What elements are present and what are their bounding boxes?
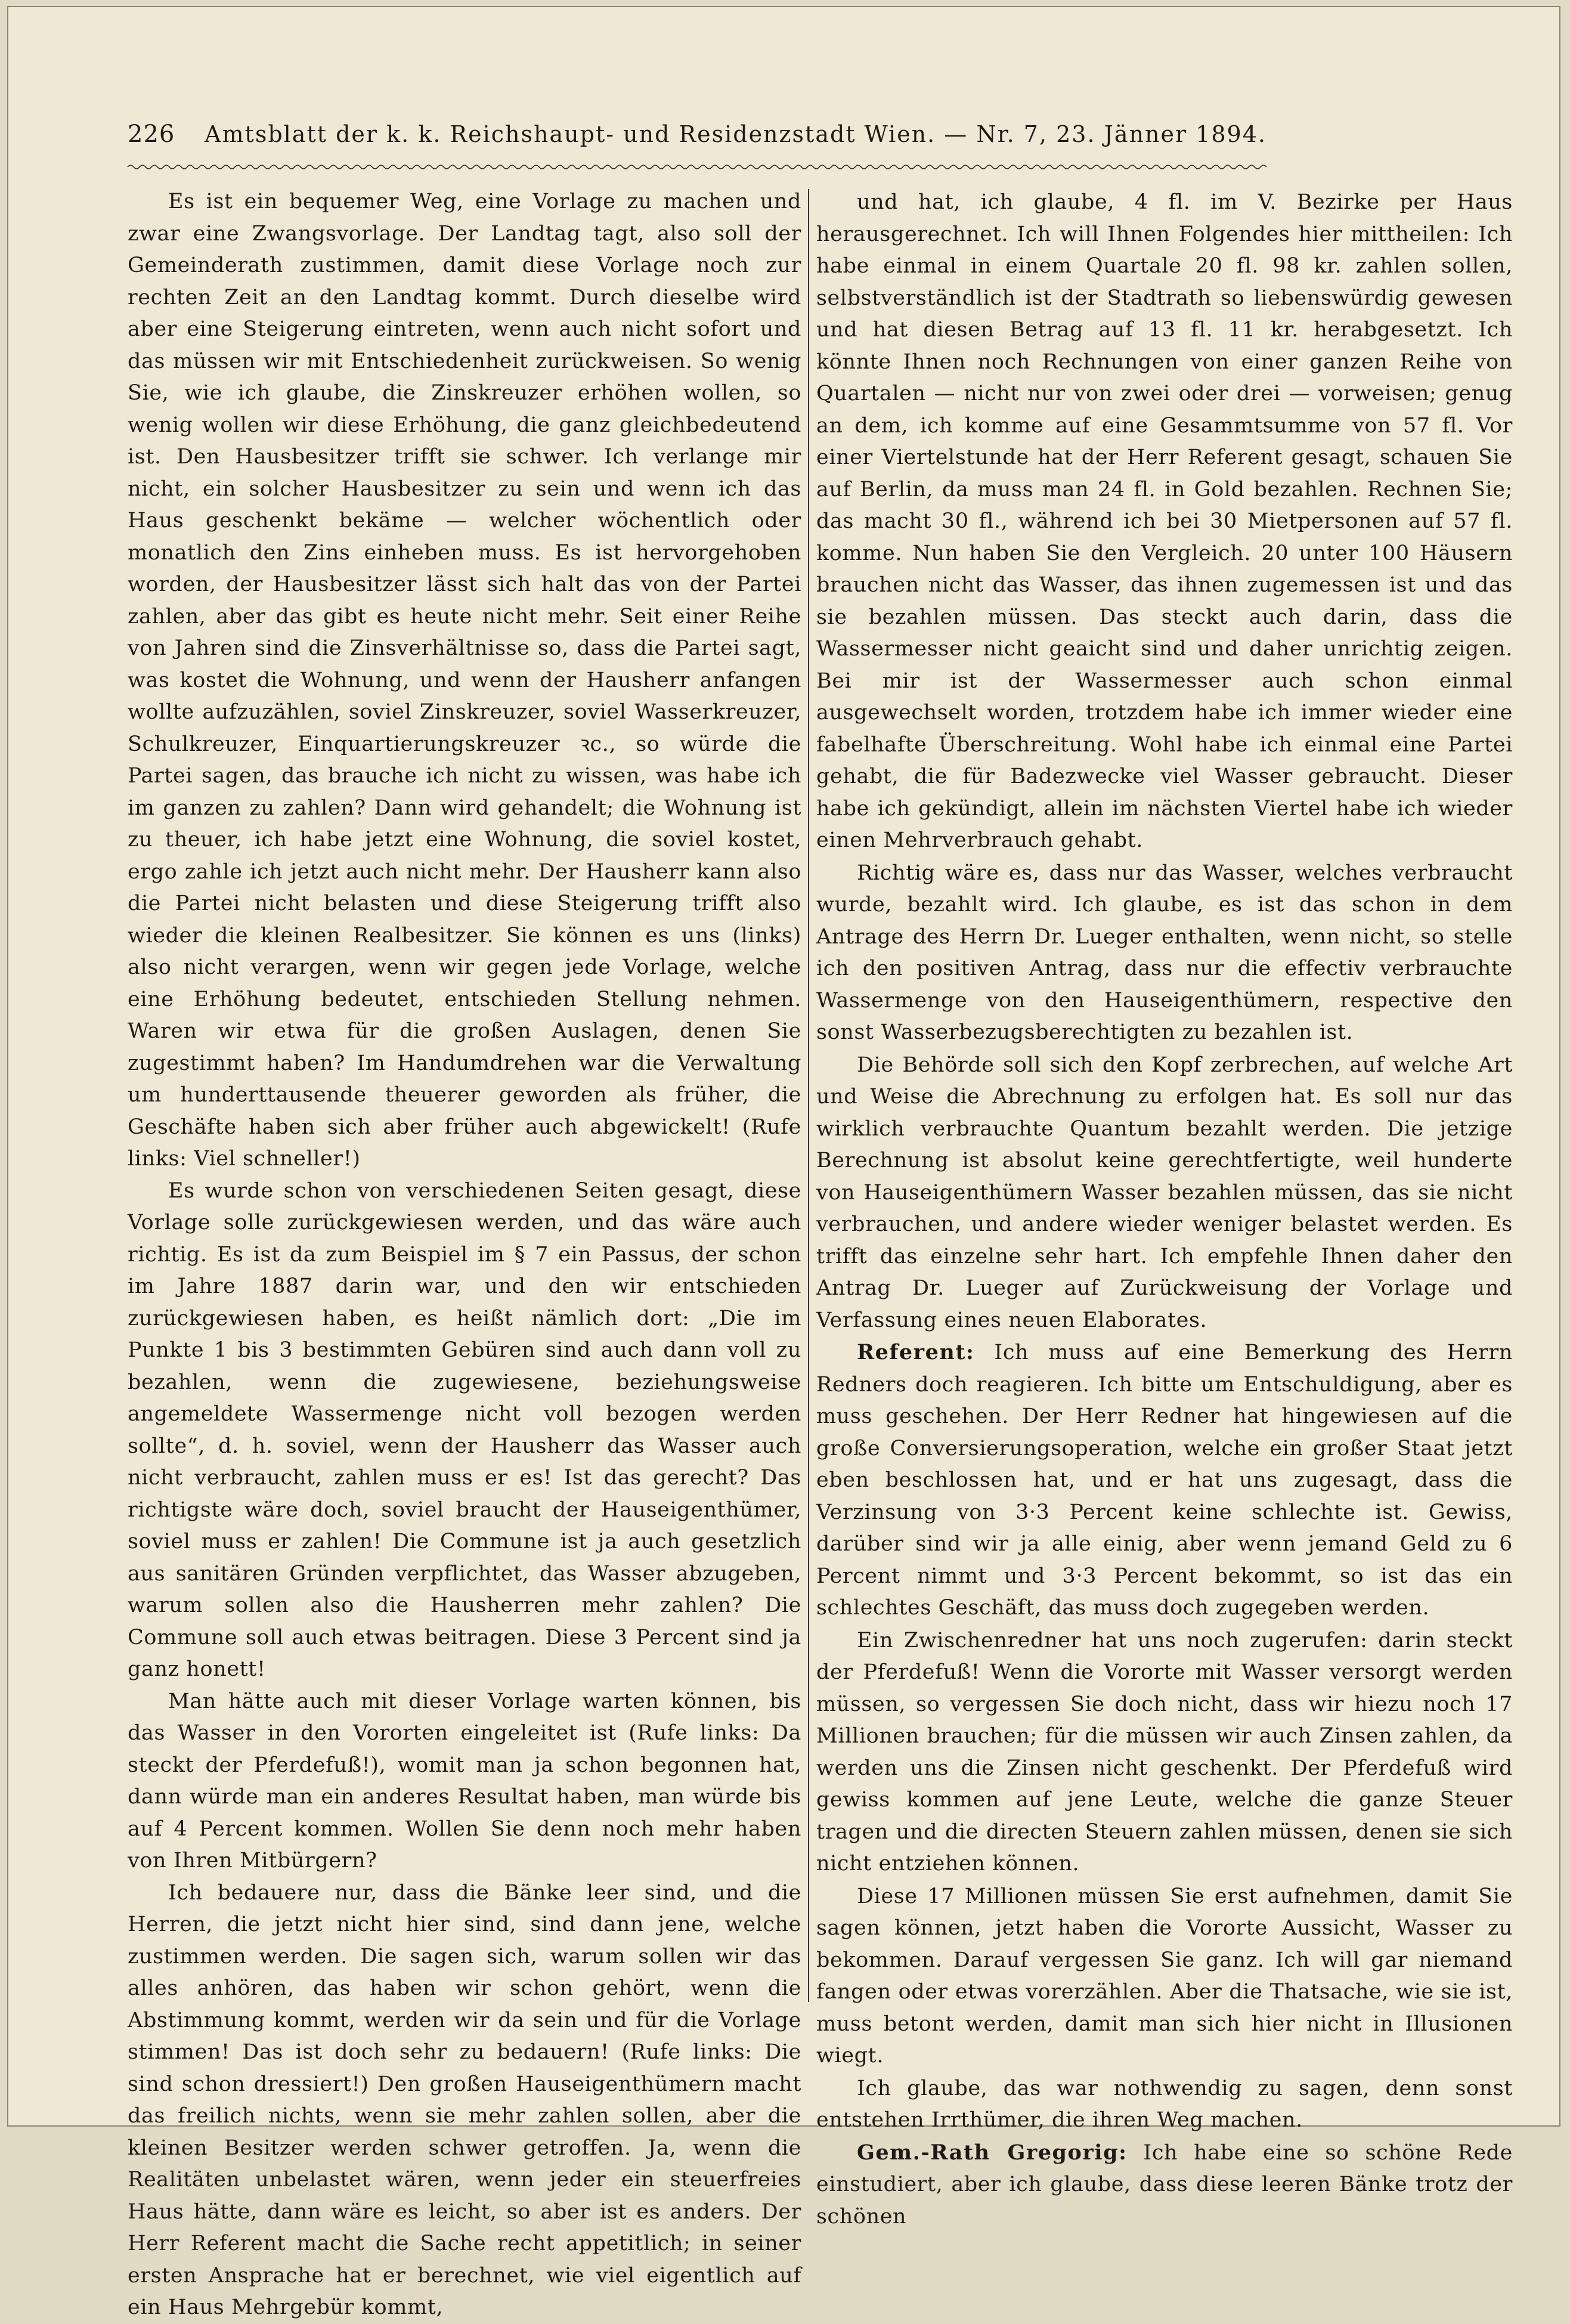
- column-divider: [808, 189, 809, 2002]
- page-header: [128, 120, 1266, 156]
- paragraph: [816, 1880, 1513, 2072]
- running-head: Amtsblatt der k. k. Reichshaupt- und Residenzstadt Wien. — Nr. 7, 23. Jänner 1894.: [205, 121, 1266, 147]
- paragraph: [816, 186, 1513, 857]
- paragraph-text: Ich glaube, das war nothwendig zu sagen, denn sonst entstehen Irrthümer, die ihren Weg machen.: [816, 2076, 1513, 2132]
- newspaper-page: [7, 6, 1560, 2319]
- paragraph-text: Ein Zwischenredner hat uns noch zugerufen: darin steckt der Pferdefuß! Wenn die Vororte mit Wasser versorgt werden müssen, so vergessen Sie doch nicht, dass wir hiezu noch 17 Millionen brauchen; für die müssen wir auch Zinsen zahlen, da werden uns die Zinsen nicht geschenkt. Der Pferdefuß wird gewiss kommen auf jene Leute, welche die ganze Steuer tragen und die directen Steuern zahlen müssen, denen sie sich nicht entziehen können.: [816, 1628, 1513, 1876]
- paragraph: [816, 1336, 1513, 1624]
- paragraph: Es ist ein bequemer Weg, eine Vorlage zu machen und zwar eine Zwangsvorlage. Der Landtag tagt, also soll der Gemeinderath zustimmen, damit diese Vorlage noch zur rechten Zeit an den Landtag kommt. Durch dieselbe wird aber eine Steigerung eintreten, wenn auch nicht sofort und das müssen wir mit Entschiedenheit zurückweisen. So wenig Sie, wie ich glaube, die Zinskreuzer erhöhen wollen, so wenig wollen wir diese Erhöhung, die ganz gleichbedeutend ist. Den Hausbesitzer trifft sie schwer. Ich verlange mir nicht, ein solcher Hausbesitzer zu sein und wenn ich das Haus geschenkt bekäme — welcher wöchentlich oder monatlich den Zins einheben muss. Es ist hervorgehoben worden, der Hausbesitzer lässt sich halt das von der Partei zahlen, aber das gibt es heute nicht mehr. Seit einer Reihe von Jahren sind die Zinsverhältnisse so, dass die Partei sagt, was kostet die Wohnung, und wenn der Hausherr anfangen wollte aufzuzählen, soviel Zinskreuzer, soviel Wasserkreuzer, Schulkreuzer, Einquartierungskreuzer ꝛc., so würde die Partei sagen, das brauche ich nicht zu wissen, was habe ich im ganzen zu zahlen? Dann wird gehandelt; die Wohnung ist zu theuer, ich habe jetzt eine Wohnung, die soviel kostet, ergo zahle ich jetzt auch nicht mehr. Der Hausherr kann also die Partei nicht belasten und diese Steigerung trifft also wieder die kleinen Realbesitzer. Sie können es uns (links) also nicht verargen, wenn wir gegen jede Vorlage, welche eine Erhöhung bedeutet, entschieden Stellung nehmen. Waren wir etwa für die großen Auslagen, denen Sie zugestimmt haben? Im Handumdrehen war die Verwaltung um hunderttausende theuerer geworden als früher, die Geschäfte haben sich aber früher auch abgewickelt! (Rufe links: Viel schneller!): [128, 190, 801, 1171]
- header-wavy-rule: [128, 163, 1266, 171]
- paragraph-text: Richtig wäre es, dass nur das Wasser, welches verbraucht wurde, bezahlt wird. Ich glaube, es ist das schon in dem Antrage des Herrn Dr. Lueger enthalten, wenn nicht, so stelle ich den positiven Antrag, dass nur die effectiv verbrauchte Wassermenge von den Hauseigenthümern, respective den sonst Wasserbezugsberechtigten zu bezahlen ist.: [816, 861, 1513, 1044]
- paragraph-text: Diese 17 Millionen müssen Sie erst aufnehmen, damit Sie sagen können, jetzt haben die Vororte Aussicht, Wasser zu bekommen. Darauf vergessen Sie ganz. Ich will gar niemand fangen oder etwas vorerzählen. Aber die Thatsache, wie sie ist, muss betont werden, damit man sich hier nicht in Illusionen wiegt.: [816, 1884, 1513, 2068]
- paragraph: [816, 857, 1513, 1049]
- paragraph-text: und hat, ich glaube, 4 fl. im V. Bezirke per Haus herausgerechnet. Ich will Ihnen Folgendes hier mittheilen: Ich habe einmal in einem Quartale 20 fl. 98 kr. zahlen sollen, selbstverständlich ist der Stadtrath so liebenswürdig gewesen und hat diesen Betrag auf 13 fl. 11 kr. herabgesetzt. Ich könnte Ihnen noch Rechnungen von einer ganzen Reihe von Quartalen — nicht nur von zwei oder drei — vorweisen; genug an dem, ich komme auf eine Gesammtsumme von 57 fl. Vor einer Viertelstunde hat der Herr Referent gesagt, schauen Sie auf Berlin, da muss man 24 fl. in Gold bezahlen. Rechnen Sie; das macht 30 fl., während ich bei 30 Mietpersonen auf 57 fl. komme. Nun haben Sie den Vergleich. 20 unter 100 Häusern brauchen nicht das Wasser, das ihnen zugemessen ist und das sie bezahlen müssen. Das steckt auch darin, dass die Wassermesser nicht geaicht sind und daher unrichtig zeigen. Bei mir ist der Wassermesser auch schon einmal ausgewechselt worden, trotzdem habe ich immer wieder eine fabelhafte Überschreitung. Wohl habe ich einmal eine Partei gehabt, die für Badezwecke viel Wasser gebraucht. Dieser habe ich gekündigt, allein im nächsten Viertel habe ich wieder einen Mehrverbrauch gehabt.: [816, 190, 1513, 852]
- speaker-label: Referent:: [857, 1340, 975, 1364]
- paragraph: [816, 2137, 1513, 2233]
- paragraph: Man hätte auch mit dieser Vorlage warten können, bis das Wasser in den Vororten eingeleitet ist (Rufe links: Da steckt der Pferdefuß!), womit man ja schon begonnen hat, dann würde man ein anderes Resultat haben, man würde bis auf 4 Percent kommen. Wollen Sie denn noch mehr haben von Ihren Mitbürgern?: [128, 1689, 801, 1873]
- paragraph-text: Ich habe eine so schöne Rede einstudiert, aber ich glaube, dass diese leeren Bänke trotz der schönen: [816, 2140, 1513, 2229]
- paragraph: [816, 2072, 1513, 2137]
- speaker-label: Gem.-Rath Gregorig:: [857, 2140, 1128, 2165]
- right-column: [816, 186, 1513, 2229]
- left-column: [128, 186, 801, 2319]
- paragraph: [816, 1624, 1513, 1880]
- paragraph-text: Ich muss auf eine Bemerkung des Herrn Redners doch reagieren. Ich bitte um Entschuldigung, aber es muss geschehen. Der Herr Redner hat hingewiesen auf die große Conversierungsoperation, welche ein großer Staat jetzt eben beschlossen hat, und er hat uns zugesagt, dass die Verzinsung von 3·3 Percent keine schlechte ist. Gewiss, darüber sind wir ja alle einig, aber wenn jemand Geld zu 6 Percent nimmt und 3·3 Percent bekommt, so ist das ein schlechtes Geschäft, das muss doch zugegeben werden.: [816, 1341, 1513, 1620]
- page-number: 226: [128, 120, 175, 148]
- paragraph: Ich bedauere nur, dass die Bänke leer sind, und die Herren, die jetzt nicht hier sind, sind dann jene, welche zustimmen werden. Die sagen sich, warum sollen wir das alles anhören, das haben wir schon gehört, wenn die Abstimmung kommt, werden wir da sein und für die Vorlage stimmen! Das ist doch sehr zu bedauern! (Rufe links: Die sind schon dressiert!) Den großen Hauseigenthümern macht das freilich nichts, wenn sie mehr zahlen sollen, aber die kleinen Besitzer werden schwer getroffen. Ja, wenn die Realitäten unbelastet wären, wenn jeder ein steuerfreies Haus hätte, dann wäre es leicht, so aber ist es anders. Der Herr Referent macht die Sache recht appetitlich; in seiner ersten Ansprache hat er berechnet, wie viel eigentlich auf ein Haus Mehrgebür kommt,: [128, 1880, 801, 2319]
- paragraph-text: Die Behörde soll sich den Kopf zerbrechen, auf welche Art und Weise die Abrechnung zu erfolgen hat. Es soll nur das wirklich verbrauchte Quantum bezahlt werden. Die jetzige Berechnung ist absolut keine gerechtfertigte, weil hunderte von Hauseigenthümern Wasser bezahlen müssen, das sie nicht verbrauchen, und andere wieder weniger belastet werden. Es trifft das einzelne sehr hart. Ich empfehle Ihnen daher den Antrag Dr. Lueger auf Zurückweisung der Vorlage und Verfassung eines neuen Elaborates.: [816, 1053, 1513, 1332]
- paragraph: Es wurde schon von verschiedenen Seiten gesagt, diese Vorlage solle zurückgewiesen werden, und das wäre auch richtig. Es ist da zum Beispiel im § 7 ein Passus, der schon im Jahre 1887 darin war, und den wir entschieden zurückgewiesen haben, es heißt nämlich dort: „Die im Punkte 1 bis 3 bestimmten Gebüren sind auch dann voll zu bezahlen, wenn die zugewiesene, beziehungsweise angemeldete Wassermenge nicht voll bezogen werden sollte“, d. h. soviel, wenn der Hausherr das Wasser auch nicht verbraucht, zahlen muss er es! Ist das gerecht? Das richtigste wäre doch, soviel braucht der Hauseigenthümer, soviel muss er zahlen! Die Commune ist ja auch gesetzlich aus sanitären Gründen verpflichtet, das Wasser abzugeben, warum sollen also die Hausherren mehr zahlen? Die Commune soll auch etwas beitragen. Diese 3 Percent sind ja ganz honett!: [128, 1178, 801, 1681]
- paragraph: [816, 1049, 1513, 1337]
